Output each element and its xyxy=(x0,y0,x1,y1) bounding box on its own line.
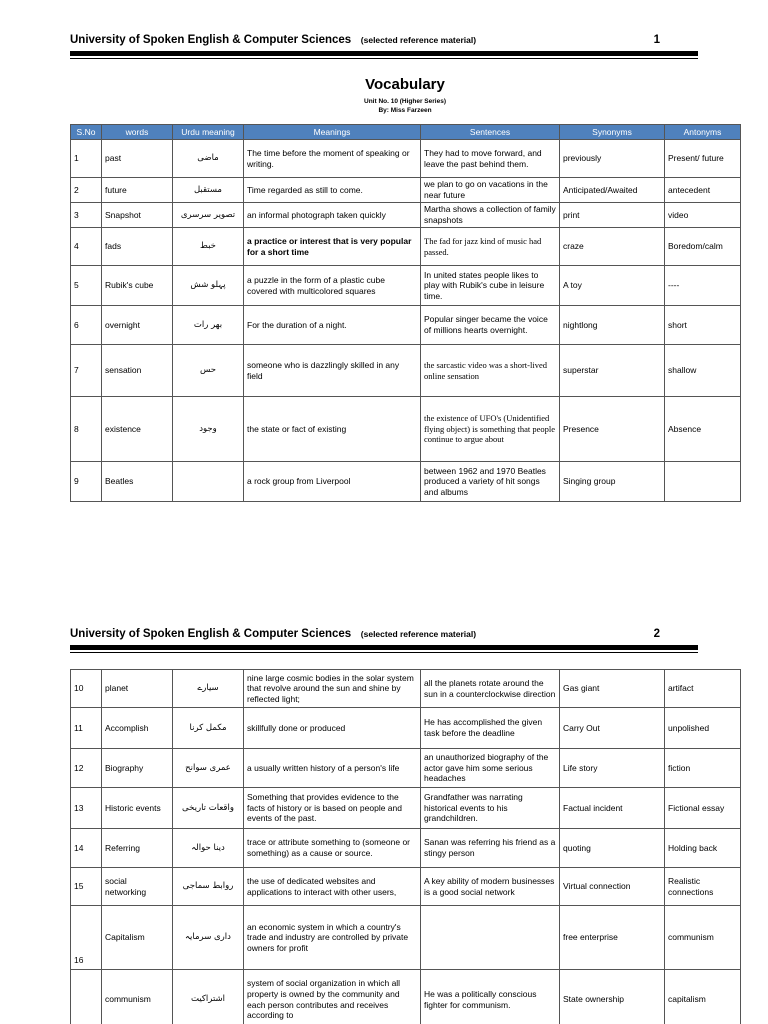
synonym-cell: Anticipated/Awaited xyxy=(560,178,665,203)
header-note: (selected reference material) xyxy=(360,629,477,639)
sentence-cell: Sanan was referring his friend as a stingy person xyxy=(421,829,560,868)
sentence-cell: we plan to go on vacations in the near future xyxy=(421,178,560,203)
column-header: Antonyms xyxy=(665,125,741,140)
word-cell: Snapshot xyxy=(102,203,173,228)
row-number: 13 xyxy=(71,788,102,829)
table-row xyxy=(71,228,741,266)
page-header-1 xyxy=(70,34,698,50)
row-number: 8 xyxy=(71,397,102,462)
table-row xyxy=(71,906,741,970)
synonym-cell: Presence xyxy=(560,397,665,462)
sentence-cell: Grandfather was narrating historical events to his grandchildren. xyxy=(421,788,560,829)
synonym-cell: superstar xyxy=(560,345,665,397)
antonym-cell: fiction xyxy=(665,749,741,788)
urdu-cell: روابط سماجی xyxy=(173,868,244,906)
sentence-cell: In united states people likes to play with Rubik's cube in leisure time. xyxy=(421,266,560,306)
synonym-cell: A toy xyxy=(560,266,665,306)
urdu-cell: بھر رات xyxy=(173,306,244,345)
sentence-cell: the existence of UFO's (Unidentified flying object) is something that people continue to argue about xyxy=(421,397,560,462)
table-row xyxy=(71,306,741,345)
antonym-cell: Boredom/calm xyxy=(665,228,741,266)
meaning-cell: the state or fact of existing xyxy=(244,397,421,462)
word-cell: future xyxy=(102,178,173,203)
table-row xyxy=(71,708,741,749)
sentence-cell: He has accomplished the given task before the deadline xyxy=(421,708,560,749)
urdu-cell: عمری سوانح xyxy=(173,749,244,788)
word-cell: past xyxy=(102,140,173,178)
row-number: 2 xyxy=(71,178,102,203)
header-rule xyxy=(70,645,698,650)
antonym-cell: antecedent xyxy=(665,178,741,203)
column-header: S.No xyxy=(71,125,102,140)
meaning-cell: someone who is dazzlingly skilled in any field xyxy=(244,345,421,397)
urdu-cell: مکمل کرنا xyxy=(173,708,244,749)
table-row xyxy=(71,829,741,868)
sentence-cell xyxy=(421,906,560,970)
synonym-cell: Singing group xyxy=(560,462,665,502)
row-number: 12 xyxy=(71,749,102,788)
word-cell: Accomplish xyxy=(102,708,173,749)
column-header: Synonyms xyxy=(560,125,665,140)
table-row xyxy=(71,970,741,1024)
urdu-cell: حس xyxy=(173,345,244,397)
antonym-cell: video xyxy=(665,203,741,228)
antonym-cell: short xyxy=(665,306,741,345)
antonym-cell: communism xyxy=(665,906,741,970)
word-cell: Beatles xyxy=(102,462,173,502)
row-number: 16 xyxy=(71,906,102,970)
meaning-cell: skillfully done or produced xyxy=(244,708,421,749)
header-note: (selected reference material) xyxy=(360,35,477,45)
row-number: 4 xyxy=(71,228,102,266)
word-cell: planet xyxy=(102,670,173,708)
page-number: 2 xyxy=(653,628,660,640)
table-row xyxy=(71,462,741,502)
table-row xyxy=(71,140,741,178)
table-row xyxy=(71,345,741,397)
sentence-cell: He was a politically conscious fighter for communism. xyxy=(421,970,560,1024)
meaning-cell: a usually written history of a person's life xyxy=(244,749,421,788)
sentence-cell: They had to move forward, and leave the past behind them. xyxy=(421,140,560,178)
column-header: words xyxy=(102,125,173,140)
meaning-cell: the use of dedicated websites and applications to interact with other users, xyxy=(244,868,421,906)
header-title: University of Spoken English & Computer Sciences (selected reference material) xyxy=(70,628,477,640)
row-number: 11 xyxy=(71,708,102,749)
sentence-cell: between 1962 and 1970 Beatles produced a variety of hit songs and albums xyxy=(421,462,560,502)
meaning-cell: an informal photograph taken quickly xyxy=(244,203,421,228)
antonym-cell: unpolished xyxy=(665,708,741,749)
word-cell: Historic events xyxy=(102,788,173,829)
table-row xyxy=(71,868,741,906)
document-title-block xyxy=(70,76,740,114)
antonym-cell: Present/ future xyxy=(665,140,741,178)
sentence-cell: Martha shows a collection of family snapshots xyxy=(421,203,560,228)
row-number: 3 xyxy=(71,203,102,228)
sentence-cell: A key ability of modern businesses is a good social network xyxy=(421,868,560,906)
header-rule-thin xyxy=(70,652,698,653)
urdu-cell: وجود xyxy=(173,397,244,462)
word-cell: fads xyxy=(102,228,173,266)
document-title: Vocabulary xyxy=(365,76,445,93)
row-number: 7 xyxy=(71,345,102,397)
antonym-cell: shallow xyxy=(665,345,741,397)
urdu-cell: واقعات تاریخی xyxy=(173,788,244,829)
synonym-cell: craze xyxy=(560,228,665,266)
table-header-row xyxy=(71,125,741,140)
urdu-cell: داری سرمایہ xyxy=(173,906,244,970)
urdu-cell: مستقبل xyxy=(173,178,244,203)
urdu-cell: تصویر سرسری xyxy=(173,203,244,228)
row-number: 10 xyxy=(71,670,102,708)
meaning-cell: For the duration of a night. xyxy=(244,306,421,345)
vocabulary-table-2 xyxy=(70,669,741,1024)
synonym-cell: Carry Out xyxy=(560,708,665,749)
author-label: By: Miss Farzeen xyxy=(378,107,432,114)
column-header: Sentences xyxy=(421,125,560,140)
antonym-cell: Realistic connections xyxy=(665,868,741,906)
antonym-cell: artifact xyxy=(665,670,741,708)
urdu-cell: اشتراکیت xyxy=(173,970,244,1024)
vocabulary-table-1 xyxy=(70,124,741,502)
sentence-cell: The fad for jazz kind of music had passed. xyxy=(421,228,560,266)
sentence-cell: an unauthorized biography of the actor gave him some serious headaches xyxy=(421,749,560,788)
word-cell: social networking xyxy=(102,868,173,906)
header-title: University of Spoken English & Computer Sciences (selected reference material) xyxy=(70,34,477,46)
antonym-cell: capitalism xyxy=(665,970,741,1024)
table-row xyxy=(71,670,741,708)
meaning-cell: a rock group from Liverpool xyxy=(244,462,421,502)
row-number: 14 xyxy=(71,829,102,868)
table-row xyxy=(71,788,741,829)
urdu-cell: خبط xyxy=(173,228,244,266)
header-rule-thin xyxy=(70,58,698,59)
sentence-cell: Popular singer became the voice of millions hearts overnight. xyxy=(421,306,560,345)
urdu-cell xyxy=(173,462,244,502)
antonym-cell: Holding back xyxy=(665,829,741,868)
column-header: Meanings xyxy=(244,125,421,140)
row-number: 5 xyxy=(71,266,102,306)
synonym-cell: State ownership xyxy=(560,970,665,1024)
header-rule xyxy=(70,51,698,56)
table-row xyxy=(71,266,741,306)
synonym-cell: quoting xyxy=(560,829,665,868)
word-cell: overnight xyxy=(102,306,173,345)
meaning-cell: Something that provides evidence to the facts of history or is based on people and events of the past. xyxy=(244,788,421,829)
antonym-cell: Absence xyxy=(665,397,741,462)
meaning-cell: system of social organization in which all property is owned by the community and each person contributes and receives according to xyxy=(244,970,421,1024)
antonym-cell xyxy=(665,462,741,502)
table-row xyxy=(71,397,741,462)
synonym-cell: Gas giant xyxy=(560,670,665,708)
sentence-cell: the sarcastic video was a short-lived online sensation xyxy=(421,345,560,397)
synonym-cell: nightlong xyxy=(560,306,665,345)
meaning-cell: nine large cosmic bodies in the solar system that revolve around the sun and shine by reflected light; xyxy=(244,670,421,708)
meaning-cell: an economic system in which a country's trade and industry are controlled by private owners for profit xyxy=(244,906,421,970)
table-row xyxy=(71,178,741,203)
word-cell: communism xyxy=(102,970,173,1024)
urdu-cell: پہلو شش xyxy=(173,266,244,306)
word-cell: Biography xyxy=(102,749,173,788)
meaning-cell: The time before the moment of speaking or writing. xyxy=(244,140,421,178)
synonym-cell: previously xyxy=(560,140,665,178)
row-number: 9 xyxy=(71,462,102,502)
sentence-cell: all the planets rotate around the sun in a counterclockwise direction xyxy=(421,670,560,708)
row-number: 1 xyxy=(71,140,102,178)
meaning-cell: trace or attribute something to (someone or something) as a cause or source. xyxy=(244,829,421,868)
urdu-cell: سیارے xyxy=(173,670,244,708)
synonym-cell: print xyxy=(560,203,665,228)
word-cell: Capitalism xyxy=(102,906,173,970)
row-number xyxy=(71,970,102,1024)
synonym-cell: Life story xyxy=(560,749,665,788)
meaning-cell: a practice or interest that is very popular for a short time xyxy=(244,228,421,266)
word-cell: sensation xyxy=(102,345,173,397)
meaning-cell: Time regarded as still to come. xyxy=(244,178,421,203)
urdu-cell: دینا حوالہ xyxy=(173,829,244,868)
antonym-cell: Fictional essay xyxy=(665,788,741,829)
page-header-2 xyxy=(70,628,698,644)
antonym-cell: ---- xyxy=(665,266,741,306)
urdu-cell: ماضی xyxy=(173,140,244,178)
table-row xyxy=(71,203,741,228)
synonym-cell: Virtual connection xyxy=(560,868,665,906)
row-number: 6 xyxy=(71,306,102,345)
page-number: 1 xyxy=(653,34,660,46)
row-number: 15 xyxy=(71,868,102,906)
unit-label: Unit No. 10 (Higher Series) xyxy=(364,98,446,105)
word-cell: Referring xyxy=(102,829,173,868)
synonym-cell: Factual incident xyxy=(560,788,665,829)
meaning-cell: a puzzle in the form of a plastic cube covered with multicolored squares xyxy=(244,266,421,306)
word-cell: existence xyxy=(102,397,173,462)
column-header: Urdu meaning xyxy=(173,125,244,140)
synonym-cell: free enterprise xyxy=(560,906,665,970)
word-cell: Rubik's cube xyxy=(102,266,173,306)
table-row xyxy=(71,749,741,788)
